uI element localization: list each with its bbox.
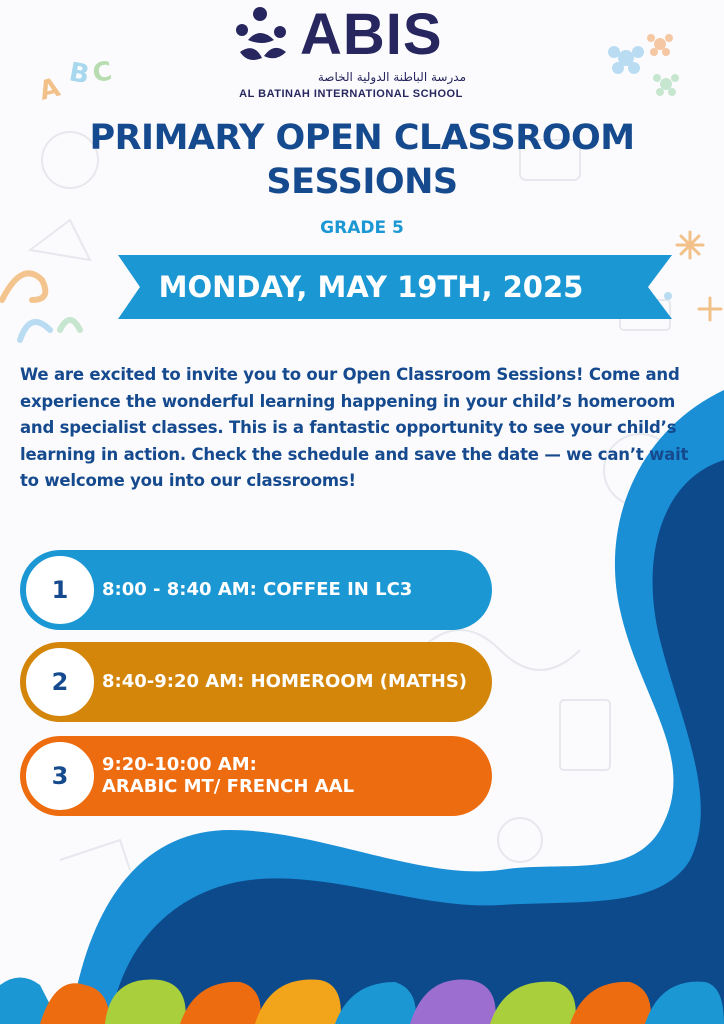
schedule-text: 9:20-10:00 AM: ARABIC MT/ FRENCH AAL [102,754,355,797]
logo-wordmark: ABIS [300,2,443,67]
schedule-text: 8:00 - 8:40 AM: COFFEE IN LC3 [102,579,413,600]
svg-text:C: C [90,56,114,89]
schedule-number: 3 [23,739,97,813]
intro-paragraph: We are excited to invite you to our Open Classroom Sessions! Come and experience the wonderful learning happening in your child’s homeroom and specialist classes. This is a fantastic opportunity to see your child’s learning in action. Check the schedule and save the date — we can’t wait to welcome you into our classrooms! [20,365,689,491]
schedule-item-2 [20,642,492,722]
svg-text:B: B [66,57,92,91]
schedule-text: 8:40-9:20 AM: HOMEROOM (MATHS) [102,671,468,692]
logo-english-name: AL BATINAH INTERNATIONAL SCHOOL [239,88,463,100]
logo-arabic-name: مدرسة الباطنة الدولية الخاصة [317,70,466,84]
svg-text:A: A [36,72,64,107]
star-sparkle-icon [677,232,721,320]
grade-label: GRADE 5 [320,218,404,238]
schedule-item-3 [20,736,492,816]
schedule-number: 2 [23,645,97,719]
swirl-icon [2,273,80,340]
page-title: PRIMARY OPEN CLASSROOM SESSIONS [89,118,635,202]
event-date: MONDAY, MAY 19TH, 2025 [158,270,584,304]
abc-letters-icon [36,57,114,107]
flower-icon [608,46,644,74]
schedule-item-1 [20,550,492,630]
logo-figures-icon [230,6,292,68]
schedule-number: 1 [23,553,97,627]
school-logo [226,4,476,104]
